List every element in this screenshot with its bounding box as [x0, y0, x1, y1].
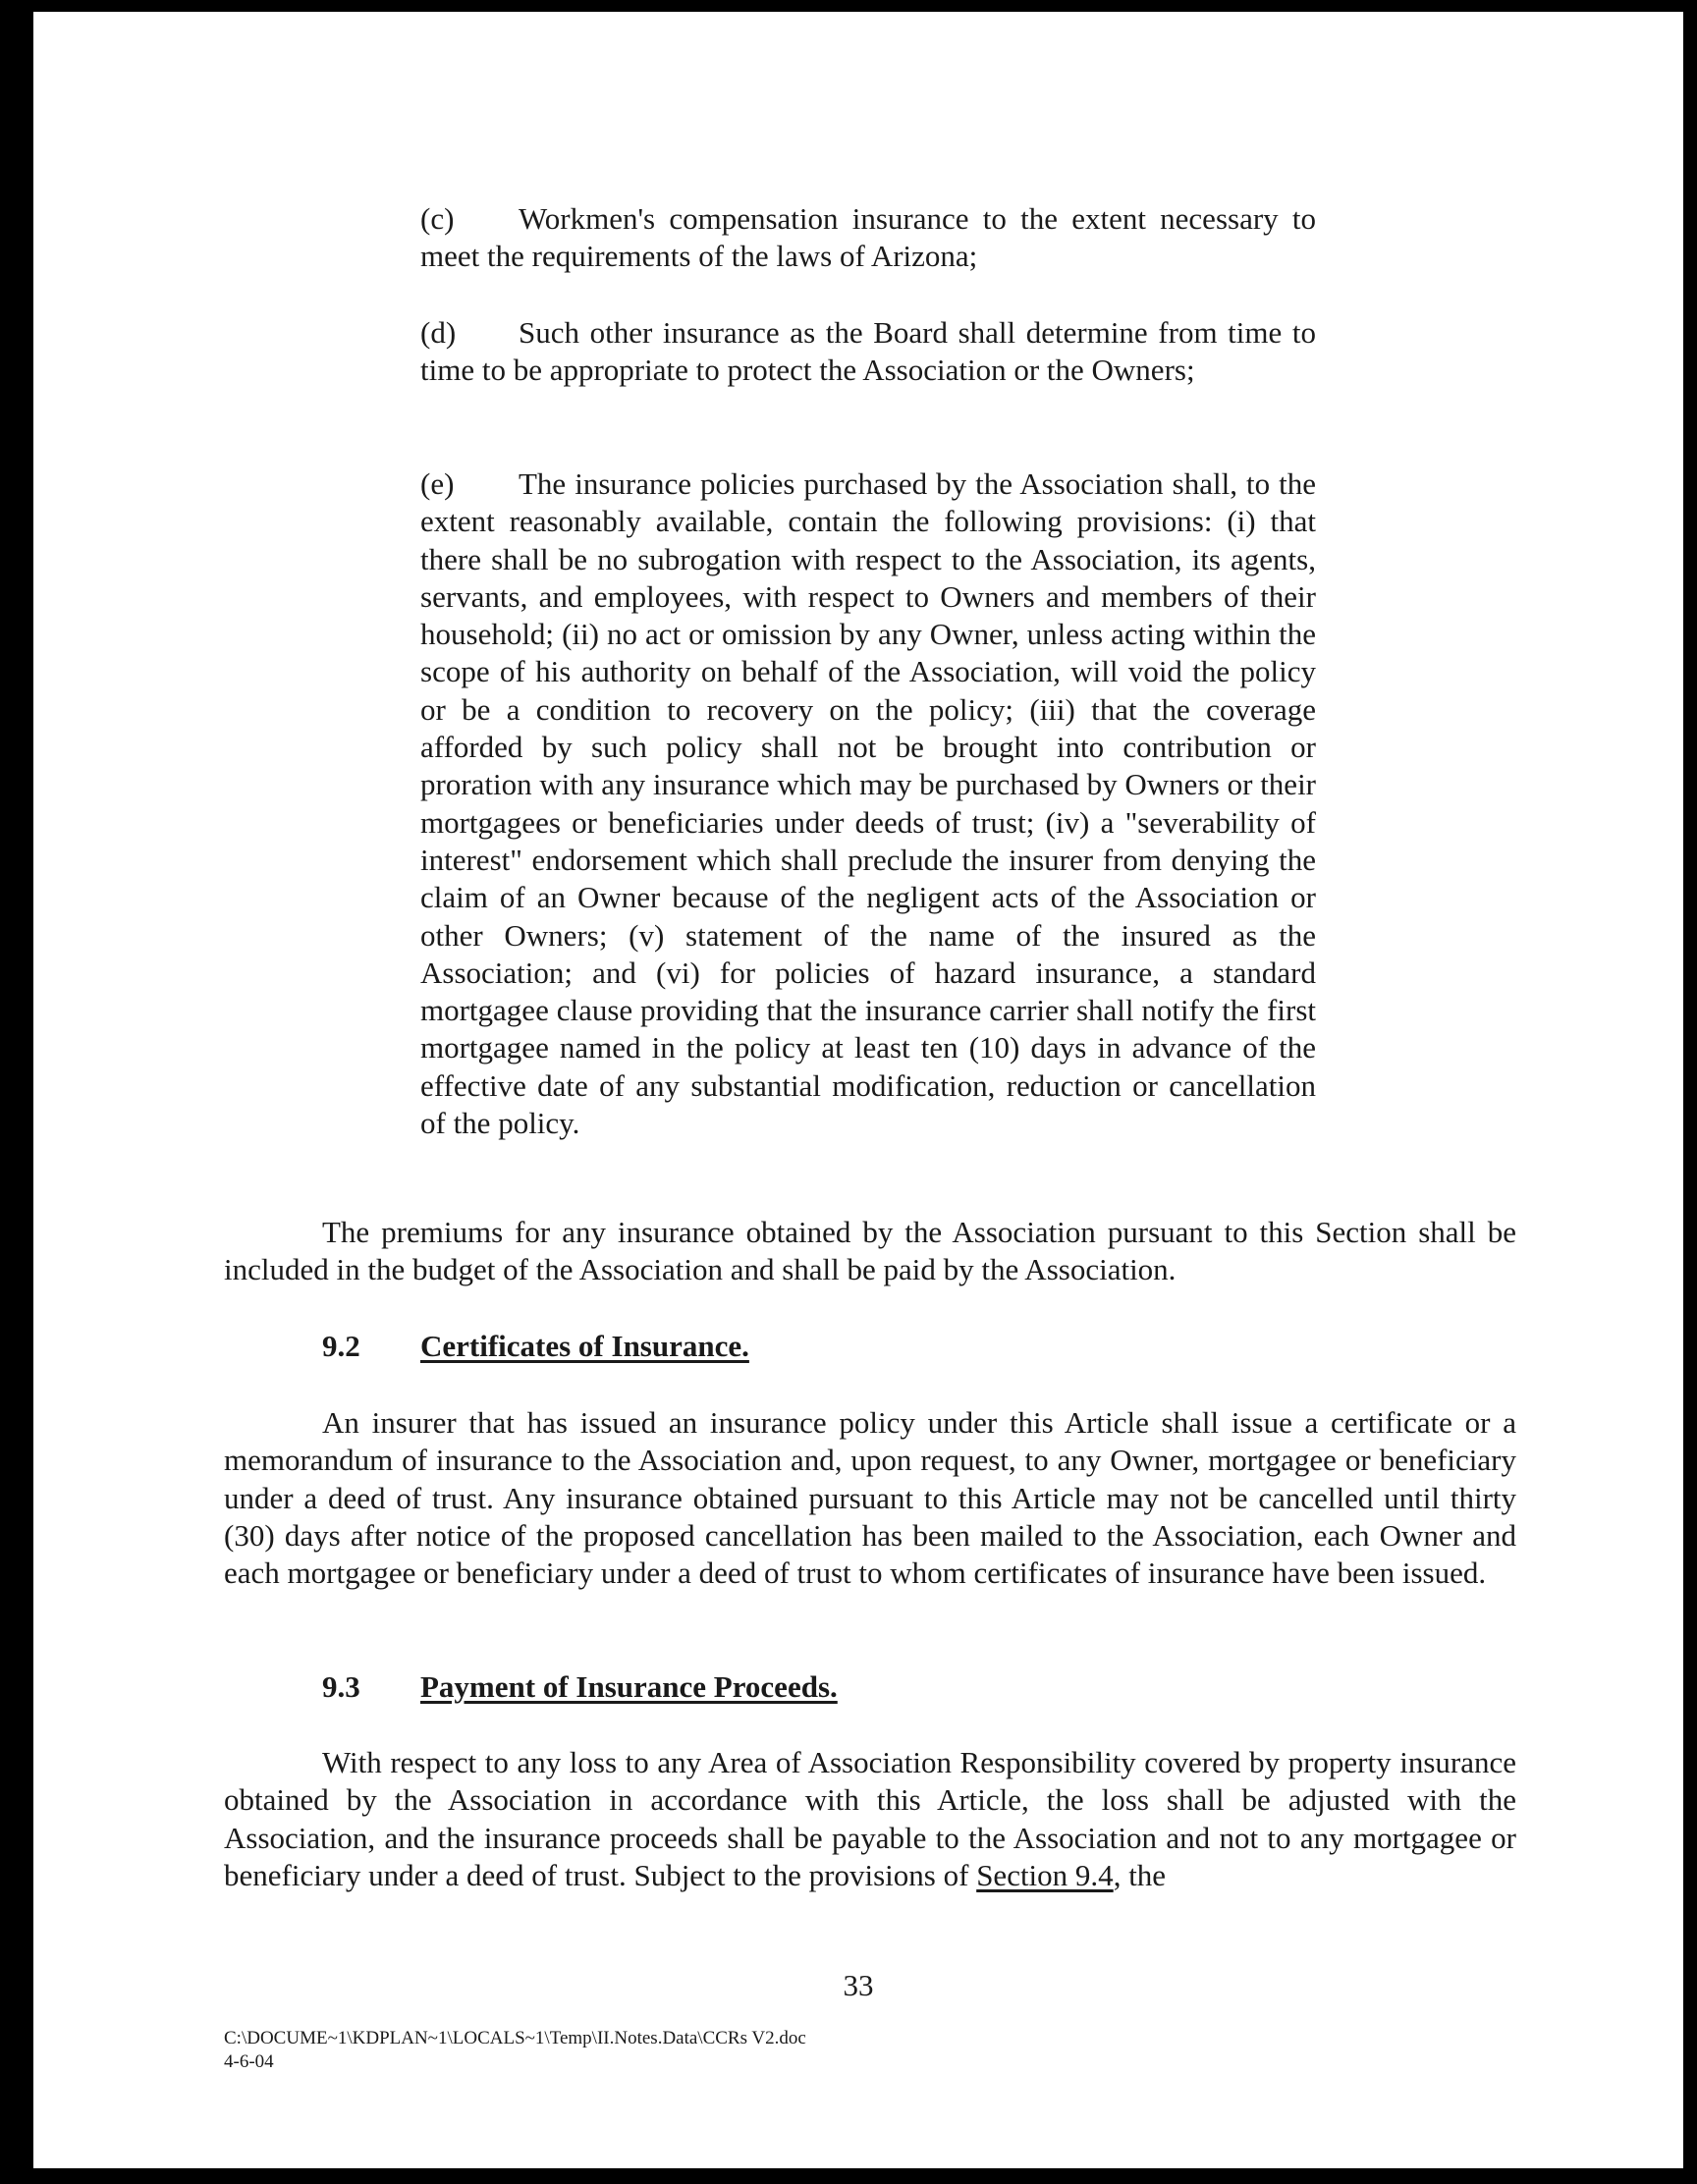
- list-item-label: (e): [420, 466, 455, 501]
- section-9-3-paragraph: [224, 1744, 1516, 1894]
- list-item-d: [420, 314, 1316, 390]
- section-heading-9-2: [322, 1329, 749, 1364]
- section-heading-9-3: [322, 1669, 838, 1705]
- list-item-label: (c): [420, 201, 455, 236]
- paragraph-text-end: , the: [1113, 1857, 1167, 1892]
- footer-date: 4-6-04: [224, 2051, 274, 2072]
- list-item-text: Such other insurance as the Board shall determine from time to time to be appropriate to protect the Association or the Owners;: [420, 315, 1316, 388]
- section-title: Payment of Insurance Proceeds.: [420, 1669, 838, 1704]
- section-number: 9.2: [322, 1329, 360, 1363]
- section-title: Certificates of Insurance.: [420, 1329, 749, 1363]
- section-reference: Section 9.4: [976, 1857, 1114, 1892]
- page-number: 33: [843, 1968, 874, 2002]
- list-item-c: [420, 200, 1316, 276]
- premiums-paragraph: The premiums for any insurance obtained by the Association pursuant to this Section shall be included in the budget of the Association and shall be paid by the Association.: [224, 1215, 1516, 1287]
- section-9-2-paragraph: An insurer that has issued an insurance policy under this Article shall issue a certificate or a memorandum of insurance to the Association and, upon request, to any Owner, mortgagee or beneficiary under a deed of trust. Any insurance obtained pursuant to this Article may not be cancelled until thirty (30) days after notice of the proposed cancellation has been mailed to the Association, each Owner and each mortgagee or beneficiary under a deed of trust to whom certificates of insurance have been issued.: [224, 1405, 1516, 1591]
- paragraph-text: With respect to any loss to any Area of Association Responsibility covered by property insurance obtained by the Association in accordance with this Article, the loss shall be adjusted with the Association, and the insurance proceeds shall be payable to the Association and not to any mortgagee or beneficiary under a deed of trust. Subject to the provisions of: [224, 1745, 1516, 1892]
- list-item-e: [420, 465, 1316, 1142]
- footer-file-path: C:\DOCUME~1\KDPLAN~1\LOCALS~1\Temp\II.Notes.Data\CCRs V2.doc: [224, 2028, 806, 2048]
- document-footer: [224, 2027, 806, 2074]
- list-item-text: Workmen's compensation insurance to the extent necessary to meet the requirements of the laws of Arizona;: [420, 201, 1316, 274]
- list-item-label: (d): [420, 315, 457, 350]
- document-page: [33, 12, 1683, 2168]
- section-number: 9.3: [322, 1669, 360, 1704]
- list-item-text: The insurance policies purchased by the Association shall, to the extent reasonably available, contain the following provisions: (i) that there shall be no subrogation with respect to the Association, its agents, servants, and employees, with respect to Owners and members of their household; (ii) no act or omission by any Owner, unless acting within the scope of his authority on behalf of the Association, will void the policy or be a condition to recovery on the policy; (iii) that the coverage afforded by such policy shall not be brought into contribution or proration with any insurance which may be purchased by Owners or their mortgagees or beneficiaries under deeds of trust; (iv) a "severability of interest" endorsement which shall preclude the insurer from denying the claim of an Owner because of the negligent acts of the Association or other Owners; (v) statement of the name of the insured as the Association; and (vi) for policies of hazard insurance, a standard mortgagee clause providing that the insurance carrier shall notify the first mortgagee named in the policy at least ten (10) days in advance of the effective date of any substantial modification, reduction or cancellation of the policy.: [420, 466, 1316, 1141]
